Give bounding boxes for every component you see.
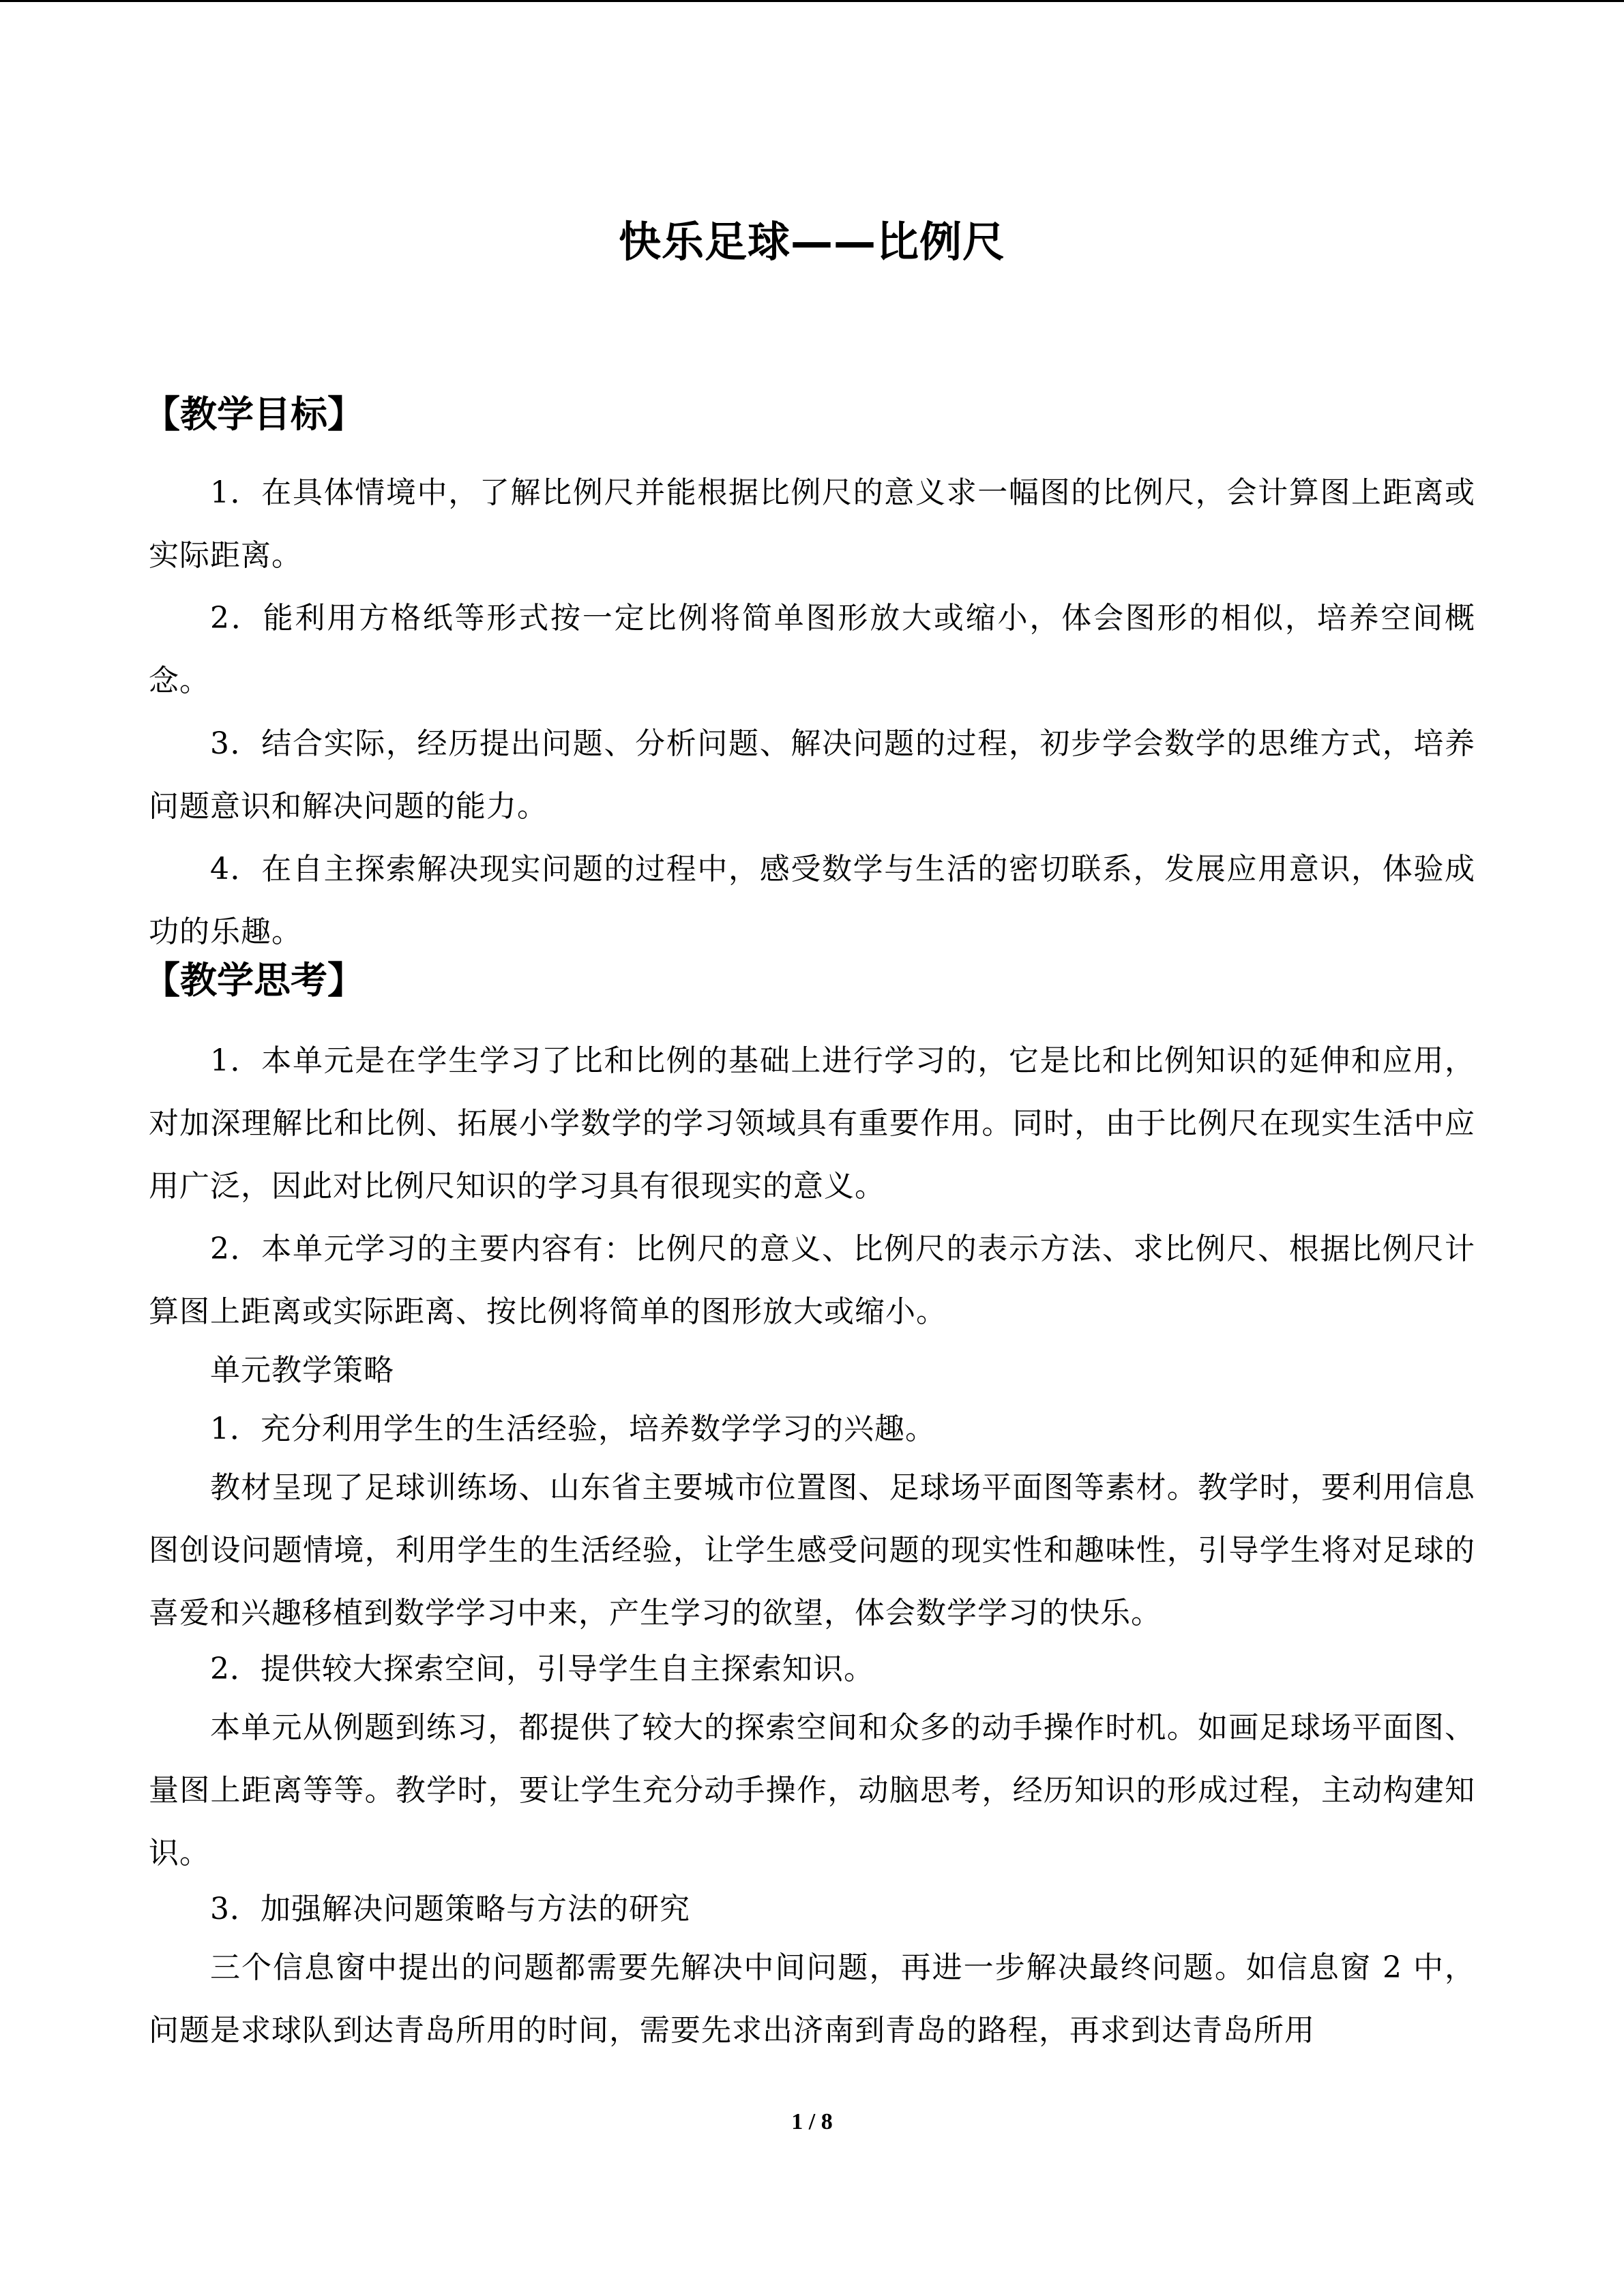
strategy-point-2: 2．提供较大探索空间，引导学生自主探索知识。 [210,1652,874,1686]
strategy-point-3-detail: 三个信息窗中提出的问题都需要先解决中间问题，再进一步解决最终问题。如信息窗 2 中，问题是求球队到达青岛所用的时间，需要先求出济南到青岛的路程，再求到达青岛所用 [149,1950,1475,2048]
goal-paragraph-1: 1．在具体情境中，了解比例尺并能根据比例尺的意义求一幅图的比例尺，会计算图上距离或实际距离。 [149,475,1475,573]
reflection-paragraph-2: 2．本单元学习的主要内容有：比例尺的意义、比例尺的表示方法、求比例尺、根据比例尺计算图上距离或实际距离、按比例将简单的图形放大或缩小。 [149,1232,1475,1329]
goal-paragraph-3: 3．结合实际，经历提出问题、分析问题、解决问题的过程，初步学会数学的思维方式，培养问题意识和解决问题的能力。 [149,726,1475,824]
strategy-point-1-detail: 教材呈现了足球训练场、山东省主要城市位置图、足球场平面图等素材。教学时，要利用信息图创设问题情境，利用学生的生活经验，让学生感受问题的现实性和趣味性，引导学生将对足球的喜爱和兴趣移植到数学学习中来，产生学习的欲望，体会数学学习的快乐。 [149,1470,1475,1630]
section-heading-teaching-goals: 【教学目标】 [143,393,364,436]
page-number: 1 / 8 [791,2109,833,2134]
goal-paragraph-4: 4．在自主探索解决现实问题的过程中，感受数学与生活的密切联系，发展应用意识，体验成功的乐趣。 [149,852,1475,949]
top-border-rule [0,0,1624,2]
reflection-paragraph-1: 1．本单元是在学生学习了比和比例的基础上进行学习的，它是比和比例知识的延伸和应用，对加深理解比和比例、拓展小学数学的学习领域具有重要作用。同时，由于比例尺在现实生活中应用广泛，因此对比例尺知识的学习具有很现实的意义。 [149,1043,1475,1204]
section-heading-teaching-reflection: 【教学思考】 [143,959,364,1002]
goal-paragraph-2: 2．能利用方格纸等形式按一定比例将简单图形放大或缩小，体会图形的相似，培养空间概念。 [149,601,1475,698]
document-title: 快乐足球——比例尺 [618,217,1005,267]
strategy-point-3: 3．加强解决问题策略与方法的研究 [210,1892,690,1926]
strategy-point-2-detail: 本单元从例题到练习，都提供了较大的探索空间和众多的动手操作时机。如画足球场平面图、量图上距离等等。教学时，要让学生充分动手操作，动脑思考，经历知识的形成过程，主动构建知识。 [149,1710,1475,1870]
strategy-subheading: 单元教学策略 [210,1353,394,1388]
strategy-point-1: 1．充分利用学生的生活经验，培养数学学习的兴趣。 [210,1412,936,1446]
